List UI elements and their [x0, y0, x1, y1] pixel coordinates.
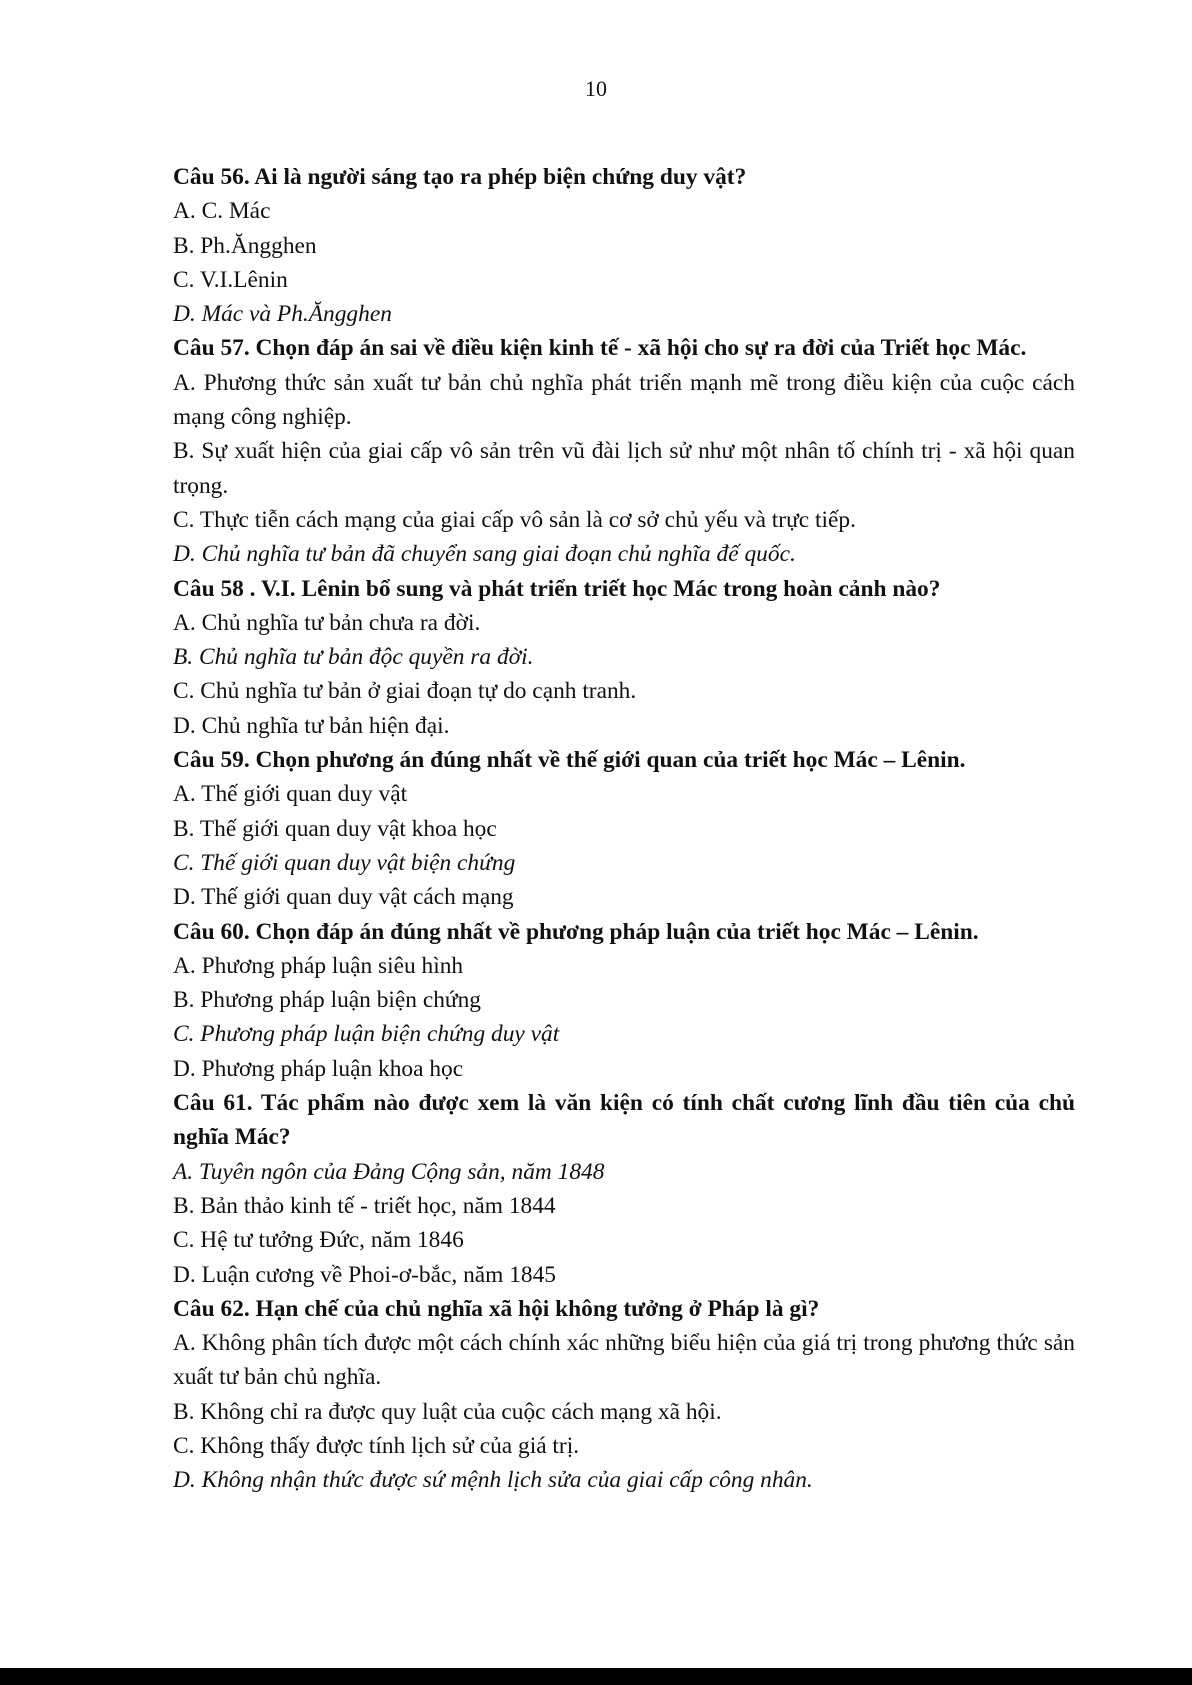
answer-option: A. Chủ nghĩa tư bản chưa ra đời. [173, 609, 481, 636]
question-block [173, 572, 1075, 743]
question-list [173, 160, 1075, 1498]
answer-option-correct: D. Không nhận thức được sứ mệnh lịch sửa của giai cấp công nhân. [173, 1467, 813, 1494]
question-text: Câu 59. Chọn phương án đúng nhất về thế giới quan của triết học Mác – Lênin. [173, 747, 966, 774]
answer-option: A. Không phân tích được một cách chính xác những biểu hiện của giá trị trong phương thức sản xuất tư bản chủ nghĩa. [173, 1330, 1075, 1391]
answer-option-correct: B. Chủ nghĩa tư bản độc quyền ra đời. [173, 644, 534, 671]
answer-option: B. Sự xuất hiện của giai cấp vô sản trên vũ đài lịch sử như một nhân tố chính trị - xã hội quan trọng. [173, 438, 1075, 499]
answer-option: B. Không chỉ ra được quy luật của cuộc cách mạng xã hội. [173, 1398, 722, 1425]
answer-option-correct: D. Mác và Ph.Ăngghen [173, 301, 392, 328]
answer-option-correct: D. Chủ nghĩa tư bản đã chuyển sang giai đoạn chủ nghĩa đế quốc. [173, 541, 796, 568]
answer-option: A. Thế giới quan duy vật [173, 781, 408, 808]
answer-option-correct: C. Thế giới quan duy vật biện chứng [173, 849, 516, 876]
answer-option: B. Thế giới quan duy vật khoa học [173, 815, 497, 842]
question-block [173, 743, 1075, 914]
answer-option-correct: C. Phương pháp luận biện chứng duy vật [173, 1021, 560, 1048]
question-text: Câu 57. Chọn đáp án sai về điều kiện kinh tế - xã hội cho sự ra đời của Triết học Mác. [173, 335, 1027, 362]
answer-option: C. Hệ tư tưởng Đức, năm 1846 [173, 1227, 464, 1254]
question-text: Câu 61. Tác phẩm nào được xem là văn kiện có tính chất cương lĩnh đầu tiên của chủ nghĩa Mác? [173, 1090, 1075, 1151]
question-text: Câu 58 . V.I. Lênin bổ sung và phát triển triết học Mác trong hoàn cảnh nào? [173, 575, 941, 602]
answer-option: A. C. Mác [173, 198, 271, 225]
answer-option: C. Không thấy được tính lịch sử của giá trị. [173, 1432, 580, 1459]
answer-option: C. Thực tiễn cách mạng của giai cấp vô sản là cơ sở chủ yếu và trực tiếp. [173, 506, 856, 533]
question-text: Câu 62. Hạn chế của chủ nghĩa xã hội không tưởng ở Pháp là gì? [173, 1295, 820, 1322]
answer-option: B. Phương pháp luận biện chứng [173, 987, 481, 1014]
page-number: 10 [585, 76, 607, 101]
question-text: Câu 56. Ai là người sáng tạo ra phép biện chứng duy vật? [173, 164, 747, 190]
answer-option-correct: A. Tuyên ngôn của Đảng Cộng sản, năm 1848 [173, 1158, 605, 1185]
answer-option: C. Chủ nghĩa tư bản ở giai đoạn tự do cạnh tranh. [173, 678, 637, 705]
answer-option: D. Chủ nghĩa tư bản hiện đại. [173, 712, 450, 739]
answer-option: D. Thế giới quan duy vật cách mạng [173, 884, 514, 911]
scan-border-bottom [0, 1668, 1192, 1685]
answer-option: A. Phương thức sản xuất tư bản chủ nghĩa phát triển mạnh mẽ trong điều kiện của cuộc cách mạng công nghiệp. [173, 369, 1075, 431]
question-block [173, 331, 1075, 571]
question-block [173, 1292, 1075, 1498]
question-block [173, 160, 1075, 331]
answer-option: C. V.I.Lênin [173, 266, 288, 293]
question-text: Câu 60. Chọn đáp án đúng nhất về phương pháp luận của triết học Mác – Lênin. [173, 918, 979, 945]
answer-option: A. Phương pháp luận siêu hình [173, 952, 464, 979]
question-block [173, 1086, 1075, 1292]
answer-option: B. Ph.Ăngghen [173, 232, 317, 259]
question-block [173, 915, 1075, 1086]
answer-option: D. Luận cương về Phoi-ơ-bắc, năm 1845 [173, 1261, 556, 1288]
answer-option: D. Phương pháp luận khoa học [173, 1055, 464, 1082]
answer-option: B. Bản thảo kinh tế - triết học, năm 1844 [173, 1192, 556, 1219]
